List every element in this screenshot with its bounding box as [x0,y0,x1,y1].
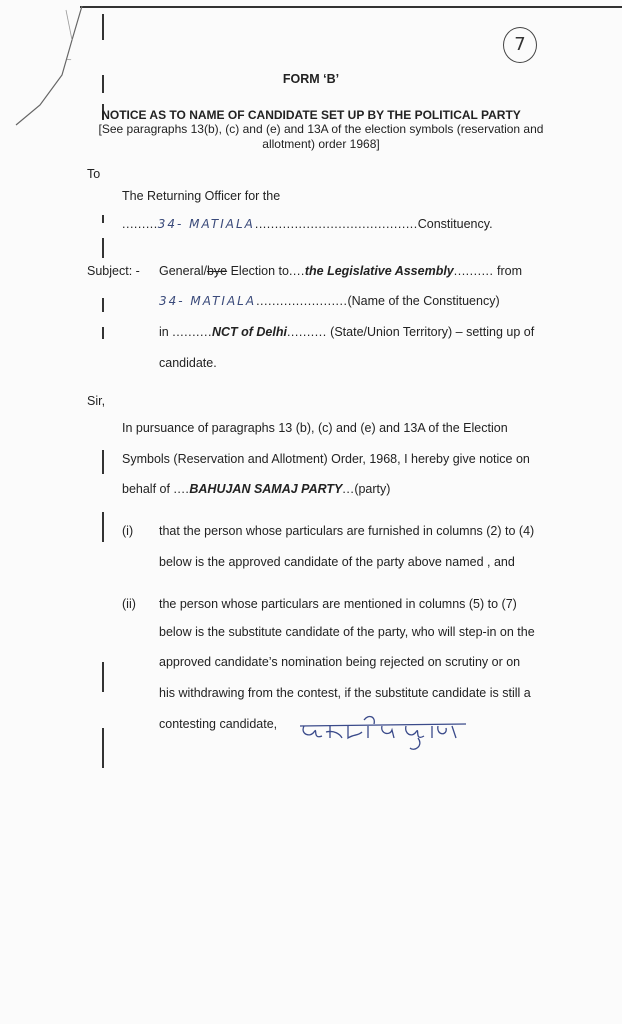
page-number-circle: 7 [503,27,537,63]
item1-line1: that the person whose particulars are furnished in columns (2) to (4) [159,524,535,538]
subject-line-2: 34- MATIALA.......................(Name of the Constituency) [159,294,500,308]
item2-line4: his withdrawing from the contest, if the substitute candidate is still a [159,686,531,700]
item2-line3: approved candidate’s nomination being rejected on scrutiny or on [159,655,521,669]
to-label: To [87,167,101,181]
salutation: Sir, [87,394,106,408]
item2-line5: contesting candidate, [159,717,278,731]
margin-mark [102,728,104,768]
svg-text:~: ~ [66,56,72,64]
behalf-line: behalf of ....BAHUJAN SAMAJ PARTY...(party) [122,482,391,496]
margin-mark [102,662,104,692]
margin-mark [102,512,104,542]
item2-marker: (ii) [122,597,136,611]
reference-line-1: [See paragraphs 13(b), (c) and (e) and 13A of the election symbols (reservation and [98,122,544,136]
margin-mark [102,14,104,40]
handwritten-signature [296,712,472,759]
constituency-handwritten-2: 34- MATIALA [159,294,257,308]
para1-line1: In pursuance of paragraphs 13 (b), (c) and (e) and 13A of the Election [122,421,508,435]
item2-line1: the person whose particulars are mentioned in columns (5) to (7) [159,597,517,611]
subject-line-1: General/bye Election to....the Legislative Assembly.......... from [159,264,522,278]
top-edge-line [80,6,622,8]
election-to-value: the Legislative Assembly [304,264,454,278]
item1-line2: below is the approved candidate of the party above named , and [159,555,515,569]
reference-line-2: allotment) order 1968] [262,137,380,151]
party-value: BAHUJAN SAMAJ PARTY [189,482,343,496]
item2-line2: below is the substitute candidate of the party, who will step-in on the [159,625,535,639]
form-title: FORM ‘B’ [282,72,340,86]
margin-mark [102,298,104,312]
margin-mark [102,450,104,474]
item1-marker: (i) [122,524,134,538]
para1-line2: Symbols (Reservation and Allotment) Order, 1968, I hereby give notice on [122,452,530,466]
margin-mark [102,238,104,258]
margin-mark [102,215,104,223]
addressee: The Returning Officer for the [122,189,281,203]
bye-strikethrough: bye [206,264,228,278]
constituency-handwritten: 34- MATIALA [157,217,255,231]
subject-label: Subject: - [87,264,140,278]
margin-mark [102,327,104,339]
notice-heading: NOTICE AS TO NAME OF CANDIDATE SET UP BY THE POLITICAL PARTY [101,108,521,122]
state-value: NCT of Delhi [211,325,287,339]
candidate-label: candidate. [159,356,217,370]
constituency-suffix: Constituency. [417,217,493,231]
constituency-line: .........34- MATIALA.........................................Constituency. [122,217,493,231]
subject-line-3: in ..........NCT of Delhi.......... (State/Union Territory) – setting up of [159,325,535,339]
